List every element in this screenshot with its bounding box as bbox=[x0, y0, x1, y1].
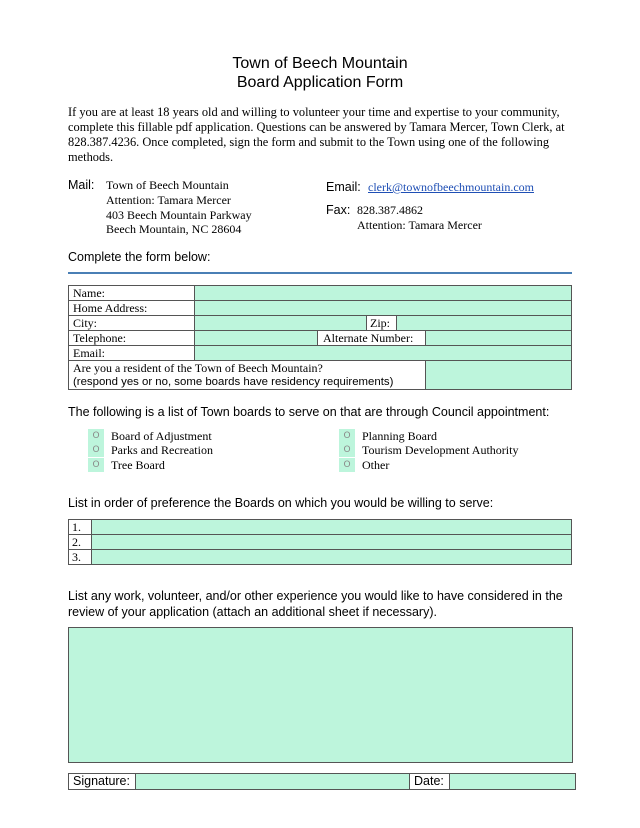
mail-label: Mail: bbox=[68, 178, 95, 192]
preference-2-input[interactable] bbox=[91, 534, 572, 550]
email-contact-label: Email: bbox=[326, 180, 361, 194]
resident-answer-input[interactable] bbox=[425, 360, 572, 390]
zip-input[interactable] bbox=[396, 315, 572, 331]
radio-parks-and-recreation[interactable]: O bbox=[88, 443, 104, 457]
city-input[interactable] bbox=[194, 315, 367, 331]
experience-textarea[interactable] bbox=[68, 627, 573, 763]
email-label: Email: bbox=[73, 346, 105, 360]
resident-note: (respond yes or no, some boards have residency requirements) bbox=[73, 376, 394, 388]
signature-input[interactable] bbox=[135, 773, 410, 790]
date-label: Date: bbox=[414, 774, 444, 788]
email-link[interactable]: clerk@townofbeechmountain.com bbox=[368, 180, 534, 194]
email-input[interactable] bbox=[194, 345, 572, 361]
mail-line: 403 Beech Mountain Parkway bbox=[106, 207, 252, 222]
home-address-input[interactable] bbox=[194, 300, 572, 316]
board-option-label: Planning Board bbox=[362, 429, 437, 443]
radio-tourism-development-authority[interactable]: O bbox=[339, 443, 355, 457]
preference-heading: List in order of preference the Boards on which you would be willing to serve: bbox=[68, 496, 494, 510]
date-input[interactable] bbox=[449, 773, 576, 790]
board-option-label: Board of Adjustment bbox=[111, 429, 212, 443]
intro-paragraph: If you are at least 18 years old and willing to volunteer your time and expertise to your community, complete this fillable pdf application. Questions can be answered by Tamara Mercer, Town Clerk, at 828.387.4236. Once completed, sign the form and submit to the Town using one of the following methods. bbox=[68, 105, 565, 164]
resident-question: Are you a resident of the Town of Beech Mountain? bbox=[73, 361, 323, 375]
name-label: Name: bbox=[73, 286, 105, 300]
name-input[interactable] bbox=[194, 285, 572, 301]
preference-3-input[interactable] bbox=[91, 549, 572, 565]
form-heading: Complete the form below: bbox=[68, 250, 211, 264]
mail-line: Attention: Tamara Mercer bbox=[106, 192, 231, 207]
form-title-line2: Board Application Form bbox=[236, 74, 404, 91]
board-option-label: Parks and Recreation bbox=[111, 443, 213, 457]
fax-attention: Attention: Tamara Mercer bbox=[357, 218, 482, 232]
radio-planning-board[interactable]: O bbox=[339, 429, 355, 443]
home-address-label: Home Address: bbox=[73, 301, 148, 315]
preference-number: 3. bbox=[72, 550, 81, 564]
radio-board-of-adjustment[interactable]: O bbox=[88, 429, 104, 443]
signature-label: Signature: bbox=[73, 774, 130, 788]
alternate-number-input[interactable] bbox=[425, 330, 572, 346]
preference-number: 1. bbox=[72, 520, 81, 534]
mail-line: Town of Beech Mountain bbox=[106, 178, 229, 192]
zip-label: Zip: bbox=[370, 316, 390, 330]
radio-other[interactable]: O bbox=[339, 458, 355, 472]
board-option-label: Other bbox=[362, 458, 390, 472]
boards-heading: The following is a list of Town boards to serve on that are through Council appointment: bbox=[68, 405, 550, 419]
form-title-line1: Town of Beech Mountain bbox=[232, 55, 408, 72]
alternate-number-label: Alternate Number: bbox=[323, 331, 414, 345]
telephone-input[interactable] bbox=[194, 330, 318, 346]
city-label: City: bbox=[73, 316, 98, 330]
mail-line: Beech Mountain, NC 28604 bbox=[106, 222, 242, 237]
board-option-label: Tree Board bbox=[111, 458, 165, 472]
fax-label: Fax: bbox=[326, 203, 351, 217]
mail-address-block bbox=[106, 178, 252, 237]
telephone-label: Telephone: bbox=[73, 331, 127, 345]
section-divider bbox=[68, 272, 572, 274]
preference-number: 2. bbox=[72, 535, 81, 549]
fax-number: 828.387.4862 bbox=[357, 203, 423, 217]
experience-heading-line1: List any work, volunteer, and/or other experience you would like to have considered in the bbox=[68, 589, 563, 603]
radio-tree-board[interactable]: O bbox=[88, 458, 104, 472]
experience-heading-line2: review of your application (attach an additional sheet if necessary). bbox=[68, 605, 437, 619]
board-option-label: Tourism Development Authority bbox=[362, 443, 519, 457]
preference-1-input[interactable] bbox=[91, 519, 572, 535]
